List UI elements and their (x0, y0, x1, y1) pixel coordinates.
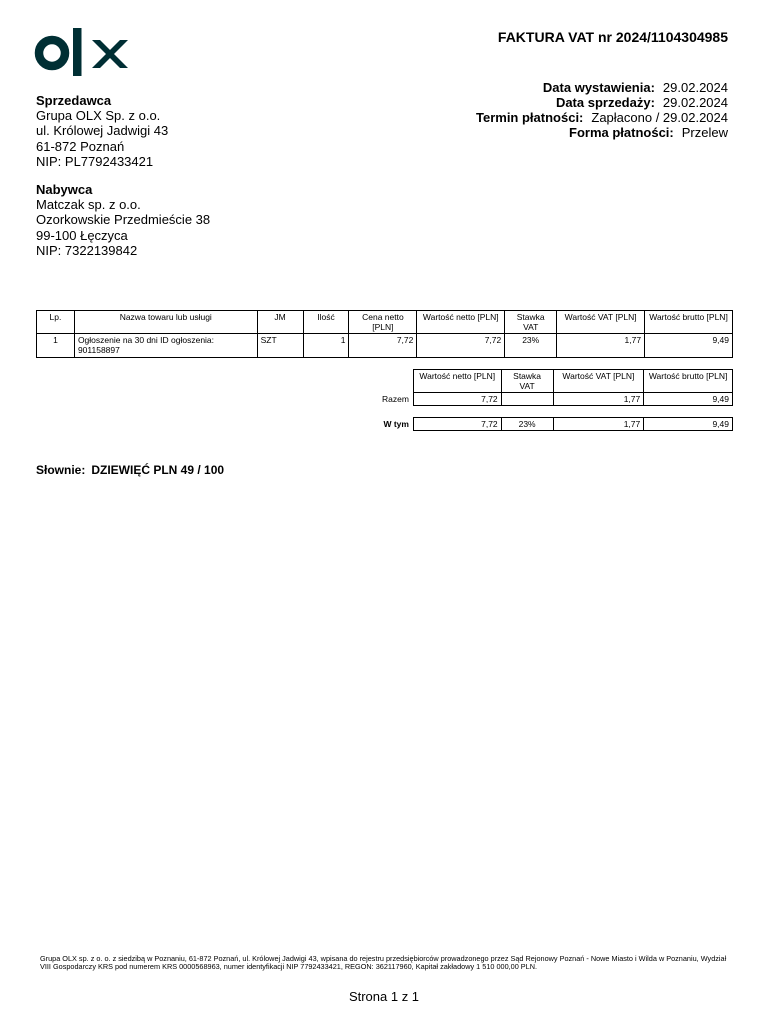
col-vat-value: Wartość VAT [PLN] (557, 311, 645, 334)
row-lp: 1 (37, 334, 75, 358)
buyer-nip: NIP: 7322139842 (36, 242, 138, 258)
razem-gross: 9,49 (644, 393, 733, 406)
col-name: Nazwa towaru lub usługi (74, 311, 257, 334)
wtym-vat-rate: 23% (501, 418, 553, 431)
seller-heading: Sprzedawca (36, 93, 112, 108)
summary-header-row (370, 370, 733, 393)
summary-spacer-row (370, 406, 733, 418)
row-jm: SZT (257, 334, 303, 358)
col-qty: Ilość (303, 311, 349, 334)
issue-date-value: 29.02.2024 (662, 80, 728, 95)
legal-footer-note: Grupa OLX sp. z o. o. z siedzibą w Poznaniu, 61-872 Poznań, ul. Królowej Jadwigi 43, wpisana do rejestru przedsiębiorców prowadzonego przez Sąd Rejonowy Poznań - Nowe Miasto i Wilda w Poznaniu, Wydział VIII Gospodarczy KRS pod numerem KRS 0000568963, numer identyfikacji NIP 7792433421, REGON: 362117960, Kapitał zakładowy 1 510 000,00 PLN. (40, 954, 727, 971)
sum-col-value-net: Wartość netto [PLN] (413, 370, 501, 393)
wtym-label: W tym (383, 419, 409, 429)
row-vat-value: 1,77 (557, 334, 645, 358)
olx-logo (34, 26, 132, 78)
wtym-value-net: 7,72 (413, 418, 501, 431)
seller-name: Grupa OLX Sp. z o.o. (36, 108, 161, 124)
summary-wtym-row (370, 418, 733, 431)
summary-table (370, 369, 733, 431)
buyer-street: Ozorkowskie Przedmieście 38 (36, 212, 211, 228)
items-table (36, 310, 733, 358)
razem-label: Razem (382, 394, 409, 404)
in-words-label: Słownie: (36, 463, 86, 477)
buyer-heading: Nabywca (36, 182, 93, 197)
payment-method-row (476, 125, 728, 140)
wtym-vat-value: 1,77 (553, 418, 644, 431)
buyer-name: Matczak sp. z o.o. (36, 197, 141, 213)
col-price-net: Cena netto [PLN] (349, 311, 417, 334)
sale-date-value: 29.02.2024 (662, 95, 728, 110)
sum-col-vat-rate: Stawka VAT (501, 370, 553, 393)
payment-term-value: Zapłacono / 29.02.2024 (591, 110, 728, 125)
razem-value-net: 7,72 (413, 393, 501, 406)
col-value-net: Wartość netto [PLN] (417, 311, 505, 334)
table-row (37, 334, 733, 358)
seller-block (36, 93, 168, 169)
summary-razem-row (370, 393, 733, 406)
sale-date-label: Data sprzedaży: (555, 95, 655, 110)
payment-method-value: Przelew (681, 125, 728, 140)
razem-vat-value: 1,77 (553, 393, 644, 406)
issue-date-row (476, 80, 728, 95)
sale-date-row (476, 95, 728, 110)
page-number: Strona 1 z 1 (348, 989, 420, 1004)
logo-letter-o (39, 40, 65, 66)
items-header-row (37, 311, 733, 334)
col-gross: Wartość brutto [PLN] (645, 311, 733, 334)
amount-in-words (36, 463, 224, 477)
col-vat-rate: Stawka VAT (505, 311, 557, 334)
buyer-block (36, 182, 210, 258)
row-vat-rate: 23% (505, 334, 557, 358)
row-name: Ogłoszenie na 30 dni ID ogłoszenia: 901158897 (74, 334, 257, 358)
col-jm: JM (257, 311, 303, 334)
payment-term-row (476, 110, 728, 125)
sum-col-gross: Wartość brutto [PLN] (644, 370, 733, 393)
payment-method-label: Forma płatności: (569, 125, 674, 140)
logo-letter-l (73, 28, 82, 76)
summary-header-spacer (370, 370, 413, 393)
row-gross: 9,49 (645, 334, 733, 358)
payment-term-label: Termin płatności: (476, 110, 584, 125)
logo-letter-x (92, 40, 128, 68)
summary-gap (370, 406, 733, 418)
seller-nip: NIP: PL7792433421 (36, 153, 154, 169)
razem-vat-rate (501, 393, 553, 406)
row-qty: 1 (303, 334, 349, 358)
row-value-net: 7,72 (417, 334, 505, 358)
wtym-gross: 9,49 (644, 418, 733, 431)
col-lp: Lp. (37, 311, 75, 334)
in-words-value: DZIEWIĘĆ PLN 49 / 100 (91, 463, 225, 477)
row-price-net: 7,72 (349, 334, 417, 358)
invoice-dates (476, 80, 728, 140)
seller-city: 61-872 Poznań (36, 138, 125, 154)
issue-date-label: Data wystawienia: (542, 80, 655, 95)
seller-street: ul. Królowej Jadwigi 43 (36, 123, 169, 139)
invoice-title: FAKTURA VAT nr 2024/1104304985 (497, 29, 728, 45)
buyer-city: 99-100 Łęczyca (36, 227, 128, 243)
sum-col-vat-value: Wartość VAT [PLN] (553, 370, 644, 393)
